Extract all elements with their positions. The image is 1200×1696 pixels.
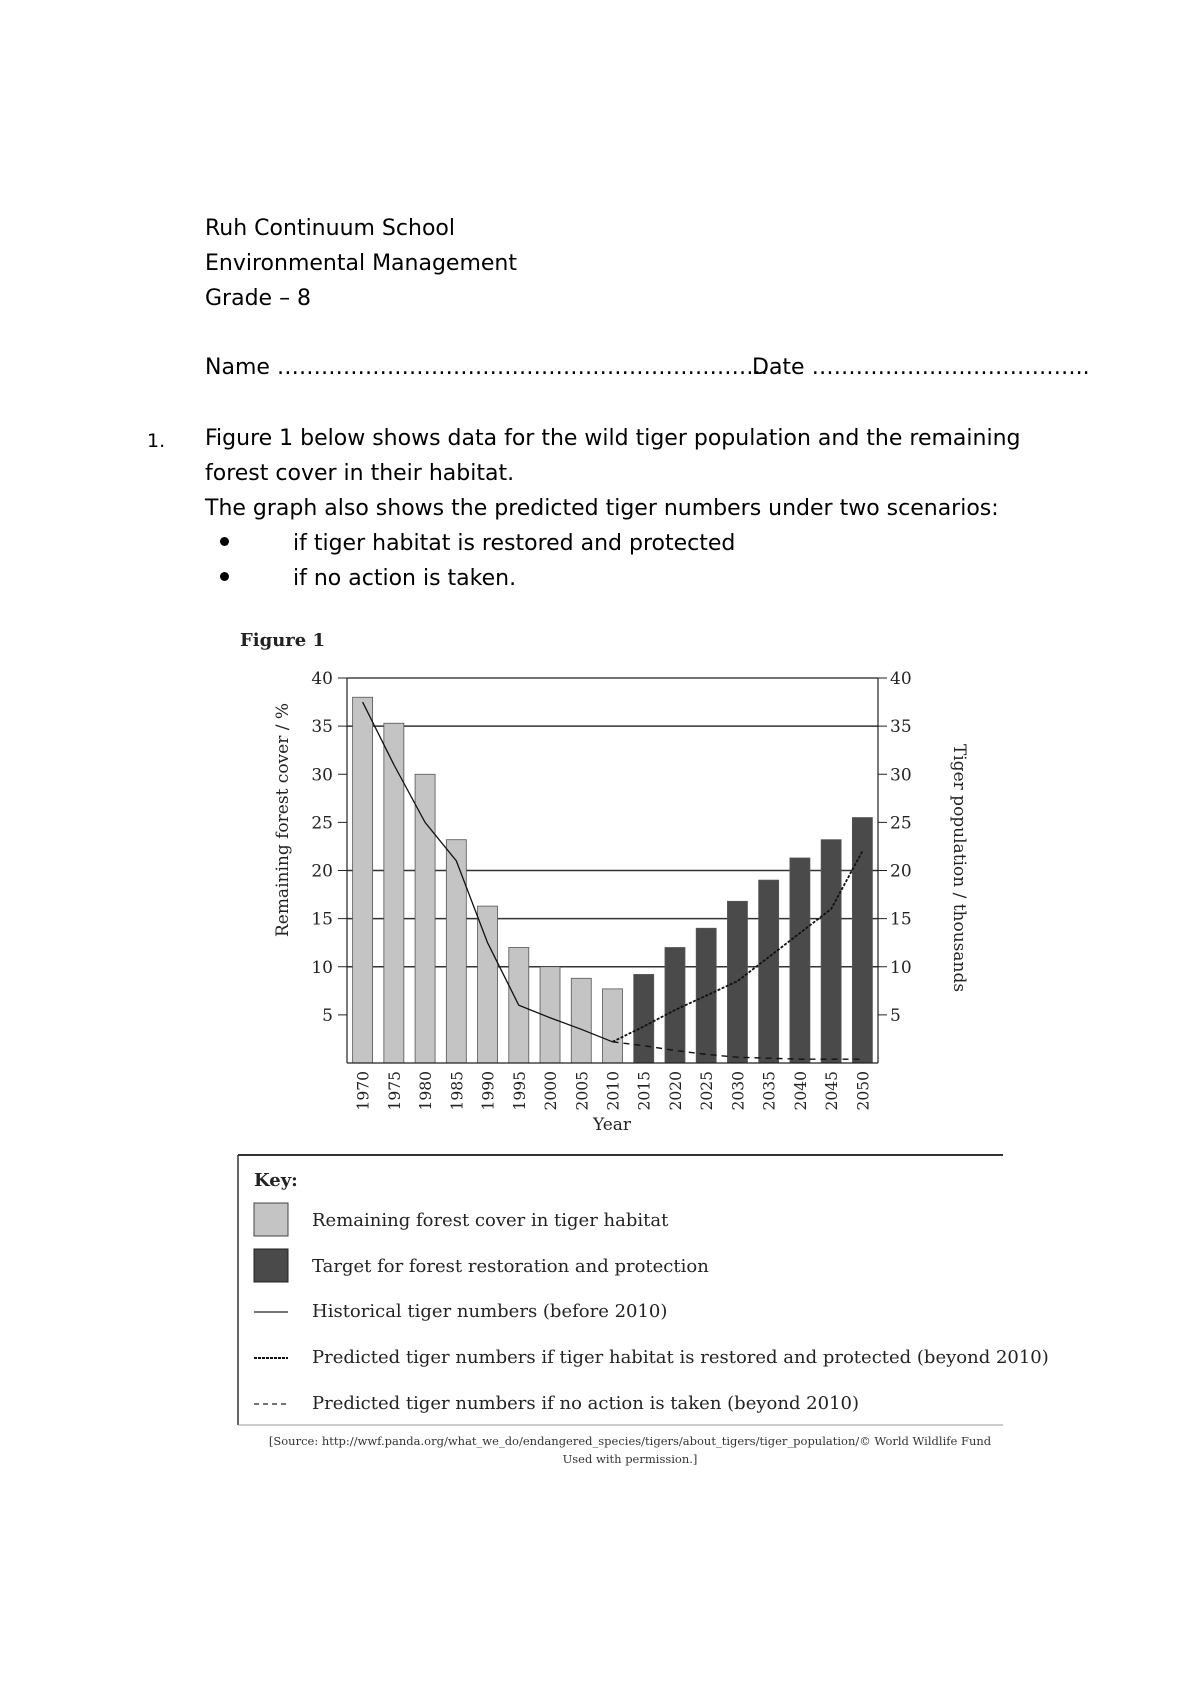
x-tick-label: 2050 — [854, 1071, 873, 1111]
source-line-2: Used with permission.] — [562, 1452, 698, 1466]
y-tick-label-right: 5 — [890, 1005, 901, 1026]
y-tick-label-right: 10 — [890, 957, 912, 978]
x-tick-label: 2040 — [791, 1071, 810, 1111]
question-number: 1. — [147, 430, 166, 452]
y-tick-label-left: 40 — [311, 669, 333, 689]
bar — [634, 974, 654, 1063]
bullet-no-action: if no action is taken. — [293, 566, 517, 591]
bar — [665, 948, 685, 1064]
x-axis-label: Year — [592, 1115, 632, 1135]
name-field: Name …………………………………………………………. — [205, 355, 768, 380]
bar — [603, 989, 623, 1063]
y-tick-label-right: 20 — [890, 861, 912, 882]
x-tick-label: 2010 — [604, 1071, 623, 1111]
date-field: Date ……………………………….. — [752, 355, 1090, 380]
bar — [727, 901, 747, 1063]
bar — [415, 774, 435, 1063]
x-tick-label: 2045 — [823, 1071, 842, 1111]
bar — [821, 840, 841, 1063]
x-tick-label: 2000 — [542, 1071, 561, 1111]
x-tick-label: 1990 — [479, 1071, 498, 1111]
question-line-2: forest cover in their habitat. — [205, 461, 515, 486]
x-tick-label: 2035 — [760, 1071, 779, 1111]
key-swatch-forest — [254, 1203, 288, 1236]
x-tick-label: 1980 — [417, 1071, 436, 1111]
y-tick-label-left: 5 — [322, 1005, 333, 1026]
x-tick-label: 1975 — [385, 1071, 404, 1111]
bar — [571, 978, 591, 1063]
x-tick-label: 1985 — [448, 1071, 467, 1111]
figure-source — [240, 1432, 1020, 1468]
school-name: Ruh Continuum School — [205, 216, 455, 241]
y-tick-label-right: 30 — [890, 765, 912, 786]
bar — [446, 840, 466, 1063]
y-axis-label-left: Remaining forest cover / % — [273, 702, 293, 938]
x-tick-label: 2025 — [698, 1071, 717, 1111]
bar — [790, 858, 810, 1063]
y-tick-label-left: 25 — [311, 813, 333, 834]
bar — [852, 818, 872, 1063]
subject-name: Environmental Management — [205, 251, 517, 276]
x-tick-label: 1995 — [510, 1071, 529, 1111]
bar — [353, 697, 373, 1063]
key-item-no-action: Predicted tiger numbers if no action is taken (beyond 2010) — [312, 1393, 860, 1414]
y-tick-label-left: 20 — [311, 861, 333, 882]
source-line-1: [Source: http://wwf.panda.org/what_we_do/endangered_species/tigers/about_tigers/tiger_population/© World Wildlife Fund — [268, 1434, 992, 1448]
x-tick-label: 2005 — [573, 1071, 592, 1111]
y-tick-label-left: 35 — [311, 717, 333, 738]
y-tick-label-right: 25 — [890, 813, 912, 834]
key-item-restored: Predicted tiger numbers if tiger habitat is restored and protected (beyond 2010) — [312, 1347, 1049, 1368]
figure-title: Figure 1 — [240, 630, 326, 651]
key-title: Key: — [254, 1170, 298, 1191]
key-item-forest: Remaining forest cover in tiger habitat — [312, 1210, 669, 1231]
y-tick-label-left: 30 — [311, 765, 333, 786]
x-tick-label: 2020 — [666, 1071, 685, 1111]
y-axis-label-right: Tiger population / thousands — [949, 743, 969, 993]
key-swatch-target — [254, 1249, 288, 1282]
bar — [478, 906, 498, 1063]
bar — [384, 723, 404, 1063]
x-tick-label: 1970 — [354, 1071, 373, 1111]
bar — [759, 880, 779, 1063]
key-item-target: Target for forest restoration and protection — [312, 1256, 709, 1277]
x-tick-label: 2030 — [729, 1071, 748, 1111]
question-line-1: Figure 1 below shows data for the wild tiger population and the remaining — [205, 426, 1021, 451]
x-tick-label: 2015 — [635, 1071, 654, 1111]
bullet-restored: if tiger habitat is restored and protected — [293, 531, 736, 556]
grade-label: Grade – 8 — [205, 286, 312, 311]
question-line-3: The graph also shows the predicted tiger numbers under two scenarios: — [205, 496, 999, 521]
y-tick-label-left: 15 — [311, 909, 333, 930]
y-tick-label-right: 35 — [890, 717, 912, 738]
chart — [311, 669, 911, 1110]
y-tick-label-right: 40 — [890, 669, 912, 689]
y-tick-label-left: 10 — [311, 957, 333, 978]
y-tick-label-right: 15 — [890, 909, 912, 930]
chart-key — [238, 1155, 1049, 1425]
key-item-historical: Historical tiger numbers (before 2010) — [312, 1301, 668, 1322]
